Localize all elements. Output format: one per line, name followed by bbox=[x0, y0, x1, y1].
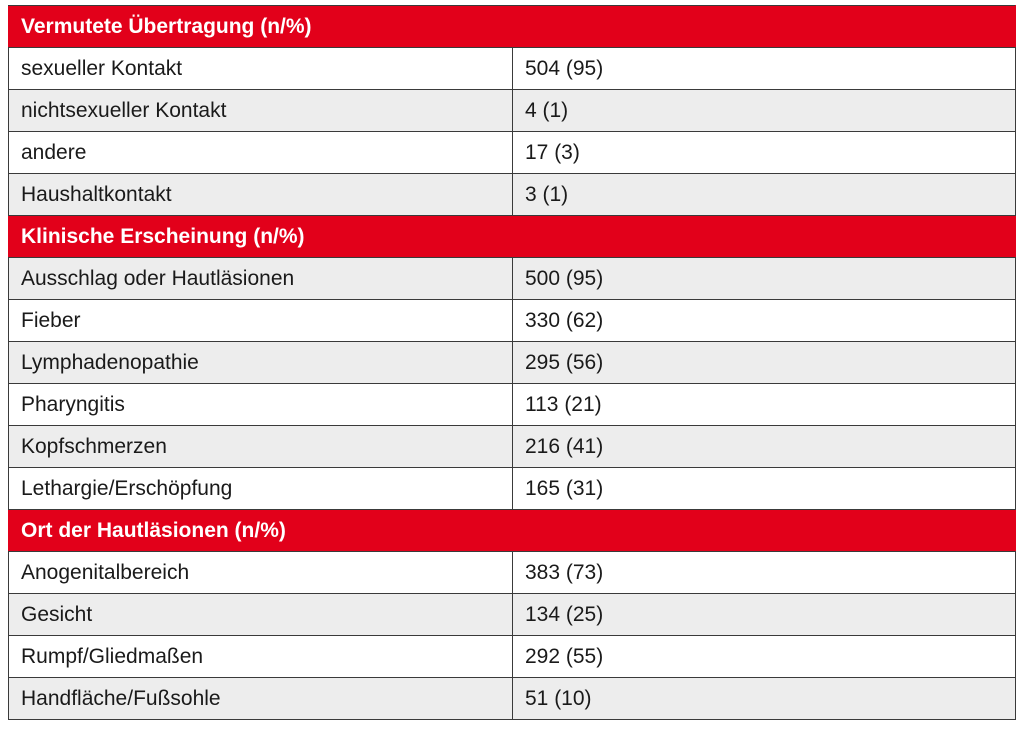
table-row bbox=[9, 48, 1016, 90]
row-value: 330 (62) bbox=[513, 300, 1016, 342]
row-value: 4 (1) bbox=[513, 90, 1016, 132]
table-row bbox=[9, 90, 1016, 132]
row-label: Anogenitalbereich bbox=[9, 552, 513, 594]
row-value: 17 (3) bbox=[513, 132, 1016, 174]
table-row bbox=[9, 594, 1016, 636]
row-label: Pharyngitis bbox=[9, 384, 513, 426]
table-row bbox=[9, 384, 1016, 426]
row-value: 216 (41) bbox=[513, 426, 1016, 468]
row-label: Handfläche/Fußsohle bbox=[9, 678, 513, 720]
row-label: Haushaltkontakt bbox=[9, 174, 513, 216]
section-title: Klinische Erscheinung (n/%) bbox=[9, 216, 1016, 258]
row-label: Ausschlag oder Hautläsionen bbox=[9, 258, 513, 300]
section-title: Vermutete Übertragung (n/%) bbox=[9, 6, 1016, 48]
section-header-clinical bbox=[9, 216, 1016, 258]
row-label: Fieber bbox=[9, 300, 513, 342]
table-row bbox=[9, 552, 1016, 594]
table-row bbox=[9, 300, 1016, 342]
row-label: Lethargie/Erschöpfung bbox=[9, 468, 513, 510]
table-row bbox=[9, 468, 1016, 510]
row-value: 165 (31) bbox=[513, 468, 1016, 510]
row-value: 113 (21) bbox=[513, 384, 1016, 426]
row-value: 500 (95) bbox=[513, 258, 1016, 300]
row-value: 134 (25) bbox=[513, 594, 1016, 636]
row-value: 295 (56) bbox=[513, 342, 1016, 384]
row-value: 292 (55) bbox=[513, 636, 1016, 678]
data-table bbox=[8, 5, 1016, 720]
row-label: andere bbox=[9, 132, 513, 174]
row-label: Kopfschmerzen bbox=[9, 426, 513, 468]
row-value: 383 (73) bbox=[513, 552, 1016, 594]
row-value: 51 (10) bbox=[513, 678, 1016, 720]
row-label: Lymphadenopathie bbox=[9, 342, 513, 384]
row-label: nichtsexueller Kontakt bbox=[9, 90, 513, 132]
row-label: sexueller Kontakt bbox=[9, 48, 513, 90]
row-value: 504 (95) bbox=[513, 48, 1016, 90]
row-label: Gesicht bbox=[9, 594, 513, 636]
row-label: Rumpf/Gliedmaßen bbox=[9, 636, 513, 678]
table-row bbox=[9, 636, 1016, 678]
table-row bbox=[9, 174, 1016, 216]
section-header-lesion-location bbox=[9, 510, 1016, 552]
table-row bbox=[9, 426, 1016, 468]
table-row bbox=[9, 258, 1016, 300]
section-header-transmission bbox=[9, 6, 1016, 48]
section-title: Ort der Hautläsionen (n/%) bbox=[9, 510, 1016, 552]
table-row bbox=[9, 132, 1016, 174]
table-row bbox=[9, 342, 1016, 384]
row-value: 3 (1) bbox=[513, 174, 1016, 216]
table-row bbox=[9, 678, 1016, 720]
